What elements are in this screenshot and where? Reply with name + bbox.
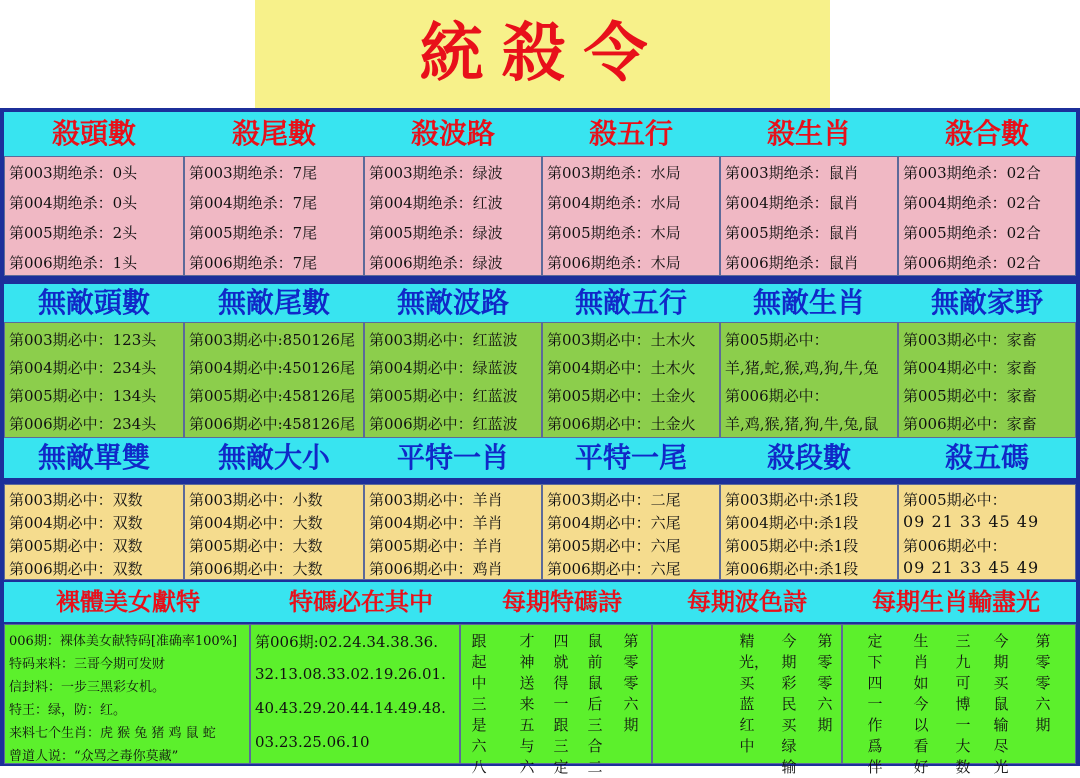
cell-line: 第005期必中： [903, 491, 1007, 509]
cell-line: 第006期绝杀：绿波 [369, 254, 503, 272]
cell-line: 第004期必中：绿蓝波 [369, 359, 518, 377]
header-3-1: 無敵單雙 [37, 441, 150, 474]
cell-line: 第004期必中:450126尾 [189, 359, 355, 377]
cell-line: 第003期绝杀：绿波 [369, 164, 503, 182]
number-line: 32.13.08.33.02.19.26.01. [255, 665, 446, 683]
cell-line: 第006期绝杀：02合 [903, 254, 1041, 272]
header-1-1: 殺頭數 [51, 117, 136, 150]
banner-title: 統殺令 [419, 17, 666, 91]
cell-line: 第005期必中：六尾 [547, 537, 681, 555]
cell-line: 第006期必中：双数 [9, 560, 143, 578]
cell-line: 第004期必中：234头 [9, 359, 157, 377]
cell-line: 第003期必中:850126尾 [189, 331, 355, 349]
cell-line: 第004期必中：大数 [189, 514, 323, 532]
cell-line: 第005期必中：134头 [9, 387, 157, 405]
header-2-3: 無敵波路 [396, 286, 509, 319]
poem-column: 精光，买蓝红中 [739, 632, 770, 755]
cell-line: 第004期必中：六尾 [547, 514, 681, 532]
cell-line: 第005期必中:458126尾 [189, 387, 355, 405]
cell-line: 第004期绝杀：0头 [9, 194, 138, 212]
cell-line: 第005期绝杀：2头 [9, 224, 138, 242]
cell-line: 第004期必中：家畜 [903, 359, 1037, 377]
cell-line: 第003期必中：123头 [9, 331, 157, 349]
cell-line: 第003期绝杀：鼠肖 [725, 164, 859, 182]
cell-line: 第006期必中： [903, 537, 1007, 555]
panel-line: 特码来料：三哥今期可发财 [9, 657, 166, 672]
cell-2-2 [184, 322, 364, 438]
cell-line: 第004期必中：羊肖 [369, 514, 503, 532]
cell-line: 第005期必中：双数 [9, 537, 143, 555]
cell-line: 羊,猪,蛇,猴,鸡,狗,牛,兔 [725, 359, 879, 377]
cell-1-6 [898, 156, 1076, 276]
poem-column: 四就得一跟三定 [553, 632, 569, 776]
cell-line: 第003期绝杀：水局 [547, 164, 681, 182]
header-3-2: 無敵大小 [217, 441, 330, 474]
bottom-header-4: 每期波色詩 [687, 588, 807, 616]
poem-column: 第零零六期 [817, 632, 833, 734]
panel-line: 曾道人说：“众骂之毒你莫藏” [9, 749, 179, 764]
cell-line: 第005期必中：家畜 [903, 387, 1037, 405]
header-1-6: 殺合數 [944, 117, 1029, 150]
cell-line: 第006期绝杀：鼠肖 [725, 254, 859, 272]
cell-line: 第006期必中:杀1段 [725, 560, 859, 578]
cell-2-3 [364, 322, 542, 438]
cell-3-6 [898, 484, 1076, 580]
cell-2-6 [898, 322, 1076, 438]
poem-column: 才神送来五与六 [519, 632, 535, 776]
cell-line: 第006期必中： [725, 387, 829, 405]
header-3-5: 殺段數 [766, 441, 851, 474]
bottom-header-3: 每期特碼詩 [502, 588, 622, 616]
cell-3-3 [364, 484, 542, 580]
cell-line: 第005期绝杀：鼠肖 [725, 224, 859, 242]
cell-line: 第005期必中：红蓝波 [369, 387, 518, 405]
cell-line: 第004期绝杀：02合 [903, 194, 1041, 212]
cell-line: 第006期绝杀：木局 [547, 254, 681, 272]
cell-1-4 [542, 156, 720, 276]
panel-line: 来料七个生肖：虎 猴 兔 猪 鸡 鼠 蛇 [9, 726, 216, 741]
cell-line: 第006期必中:458126尾 [189, 415, 355, 433]
cell-line: 第003期必中：羊肖 [369, 491, 503, 509]
cell-line: 第006期必中：234头 [9, 415, 157, 433]
cell-line: 第005期必中:杀1段 [725, 537, 859, 555]
cell-line: 第005期绝杀：绿波 [369, 224, 503, 242]
header-2-2: 無敵尾數 [217, 286, 330, 319]
cell-line: 第003期必中:杀1段 [725, 491, 859, 509]
cell-line: 第004期必中:杀1段 [725, 514, 859, 532]
cell-3-2 [184, 484, 364, 580]
cell-2-1 [4, 322, 184, 438]
cell-line: 第003期必中：家畜 [903, 331, 1037, 349]
cell-line: 第006期必中：鸡肖 [369, 560, 503, 578]
cell-line: 第006期必中：红蓝波 [369, 415, 518, 433]
cell-line: 第004期必中：双数 [9, 514, 143, 532]
title-banner [255, 0, 830, 108]
poem-column: 第零零六期 [623, 632, 639, 734]
cell-line: 第003期必中：红蓝波 [369, 331, 518, 349]
cell-line: 09 21 33 45 49 [903, 512, 1040, 531]
cell-3-1 [4, 484, 184, 580]
number-line: 第006期:02.24.34.38.36. [255, 633, 438, 651]
zodiac-poem [842, 624, 1076, 776]
cell-3-4 [542, 484, 720, 580]
cell-line: 第004期绝杀：鼠肖 [725, 194, 859, 212]
cell-1-2 [184, 156, 364, 276]
cell-line: 第003期必中：小数 [189, 491, 323, 509]
cell-line: 第003期必中：二尾 [547, 491, 681, 509]
cell-2-4 [542, 322, 720, 438]
section-header-bottom [4, 582, 1076, 622]
cell-1-5 [720, 156, 898, 276]
cell-line: 第006期绝杀：1头 [9, 254, 138, 272]
cell-line: 第006期必中：六尾 [547, 560, 681, 578]
nude-beauty-panel [4, 624, 250, 764]
cell-line: 09 21 33 45 49 [903, 558, 1040, 577]
cell-line: 第006期必中：家畜 [903, 415, 1037, 433]
number-line: 03.23.25.06.10 [255, 733, 370, 751]
panel-line: 信封料：一步三黑彩女机。 [9, 680, 166, 695]
cell-line: 第004期必中：土木火 [547, 359, 696, 377]
cell-line: 第006期绝杀：7尾 [189, 254, 318, 272]
poem-column: 三九可博一大数 [955, 632, 971, 776]
cell-line: 第005期绝杀：7尾 [189, 224, 318, 242]
cell-1-1 [4, 156, 184, 276]
header-2-6: 無敵家野 [930, 286, 1043, 319]
number-line: 40.43.29.20.44.14.49.48. [255, 699, 446, 717]
panel-line: 006期：裸体美女献特码[准确率100%] [9, 634, 238, 649]
header-3-6: 殺五碼 [944, 441, 1029, 474]
header-2-4: 無敵五行 [574, 286, 687, 319]
cell-line: 第005期必中：大数 [189, 537, 323, 555]
cell-line: 第006期必中：土金火 [547, 415, 696, 433]
prediction-board [0, 108, 1080, 776]
poem-column: 定下四一作爲伴 [867, 632, 883, 776]
section-header-row-1 [4, 112, 1076, 156]
cell-line: 第003期绝杀：02合 [903, 164, 1041, 182]
header-2-5: 無敵生肖 [752, 286, 865, 319]
special-code-poem [460, 624, 652, 776]
section-header-row-3 [4, 438, 1076, 478]
cell-line: 第004期绝杀：红波 [369, 194, 503, 212]
cell-line: 羊,鸡,猴,猪,狗,牛,兔,鼠 [725, 415, 879, 433]
panel-line: 特王：绿，防：红。 [9, 703, 127, 718]
cell-2-5 [720, 322, 898, 438]
cell-line: 第005期绝杀：木局 [547, 224, 681, 242]
cell-line: 第003期必中：双数 [9, 491, 143, 509]
header-1-2: 殺尾數 [231, 117, 316, 150]
cell-line: 第003期绝杀：7尾 [189, 164, 318, 182]
section-header-row-2 [4, 284, 1076, 322]
header-1-5: 殺生肖 [766, 117, 851, 150]
cell-3-5 [720, 484, 898, 580]
header-2-1: 無敵頭數 [37, 286, 150, 319]
poem-column: 今期买鼠输尽光 [993, 632, 1009, 776]
cell-line: 第005期必中：羊肖 [369, 537, 503, 555]
poem-column: 跟起中三是六八 [471, 632, 487, 776]
poem-column: 第零零六期 [1035, 632, 1051, 734]
wave-color-poem [652, 624, 842, 776]
bottom-header-5: 每期生肖輸盡光 [872, 588, 1040, 616]
poem-column: 鼠前鼠后三合二 [587, 632, 603, 776]
cell-line: 第004期绝杀：水局 [547, 194, 681, 212]
cell-line: 第005期必中： [725, 331, 829, 349]
bottom-header-1: 裸體美女獻特 [56, 588, 200, 616]
header-3-4: 平特一尾 [574, 441, 687, 474]
cell-line: 第004期绝杀：7尾 [189, 194, 318, 212]
special-numbers-panel [250, 624, 460, 764]
cell-line: 第005期绝杀：02合 [903, 224, 1041, 242]
cell-line: 第003期必中：土木火 [547, 331, 696, 349]
cell-line: 第003期绝杀：0头 [9, 164, 138, 182]
bottom-header-2: 特碼必在其中 [289, 588, 433, 616]
header-1-4: 殺五行 [588, 117, 673, 150]
poem-column: 生肖如今以看好 [913, 632, 929, 776]
cell-line: 第005期必中：土金火 [547, 387, 696, 405]
poem-column: 今期彩民买绿输 [781, 632, 797, 776]
cell-1-3 [364, 156, 542, 276]
cell-line: 第006期必中：大数 [189, 560, 323, 578]
header-1-3: 殺波路 [410, 117, 495, 150]
header-3-3: 平特一肖 [396, 441, 509, 474]
